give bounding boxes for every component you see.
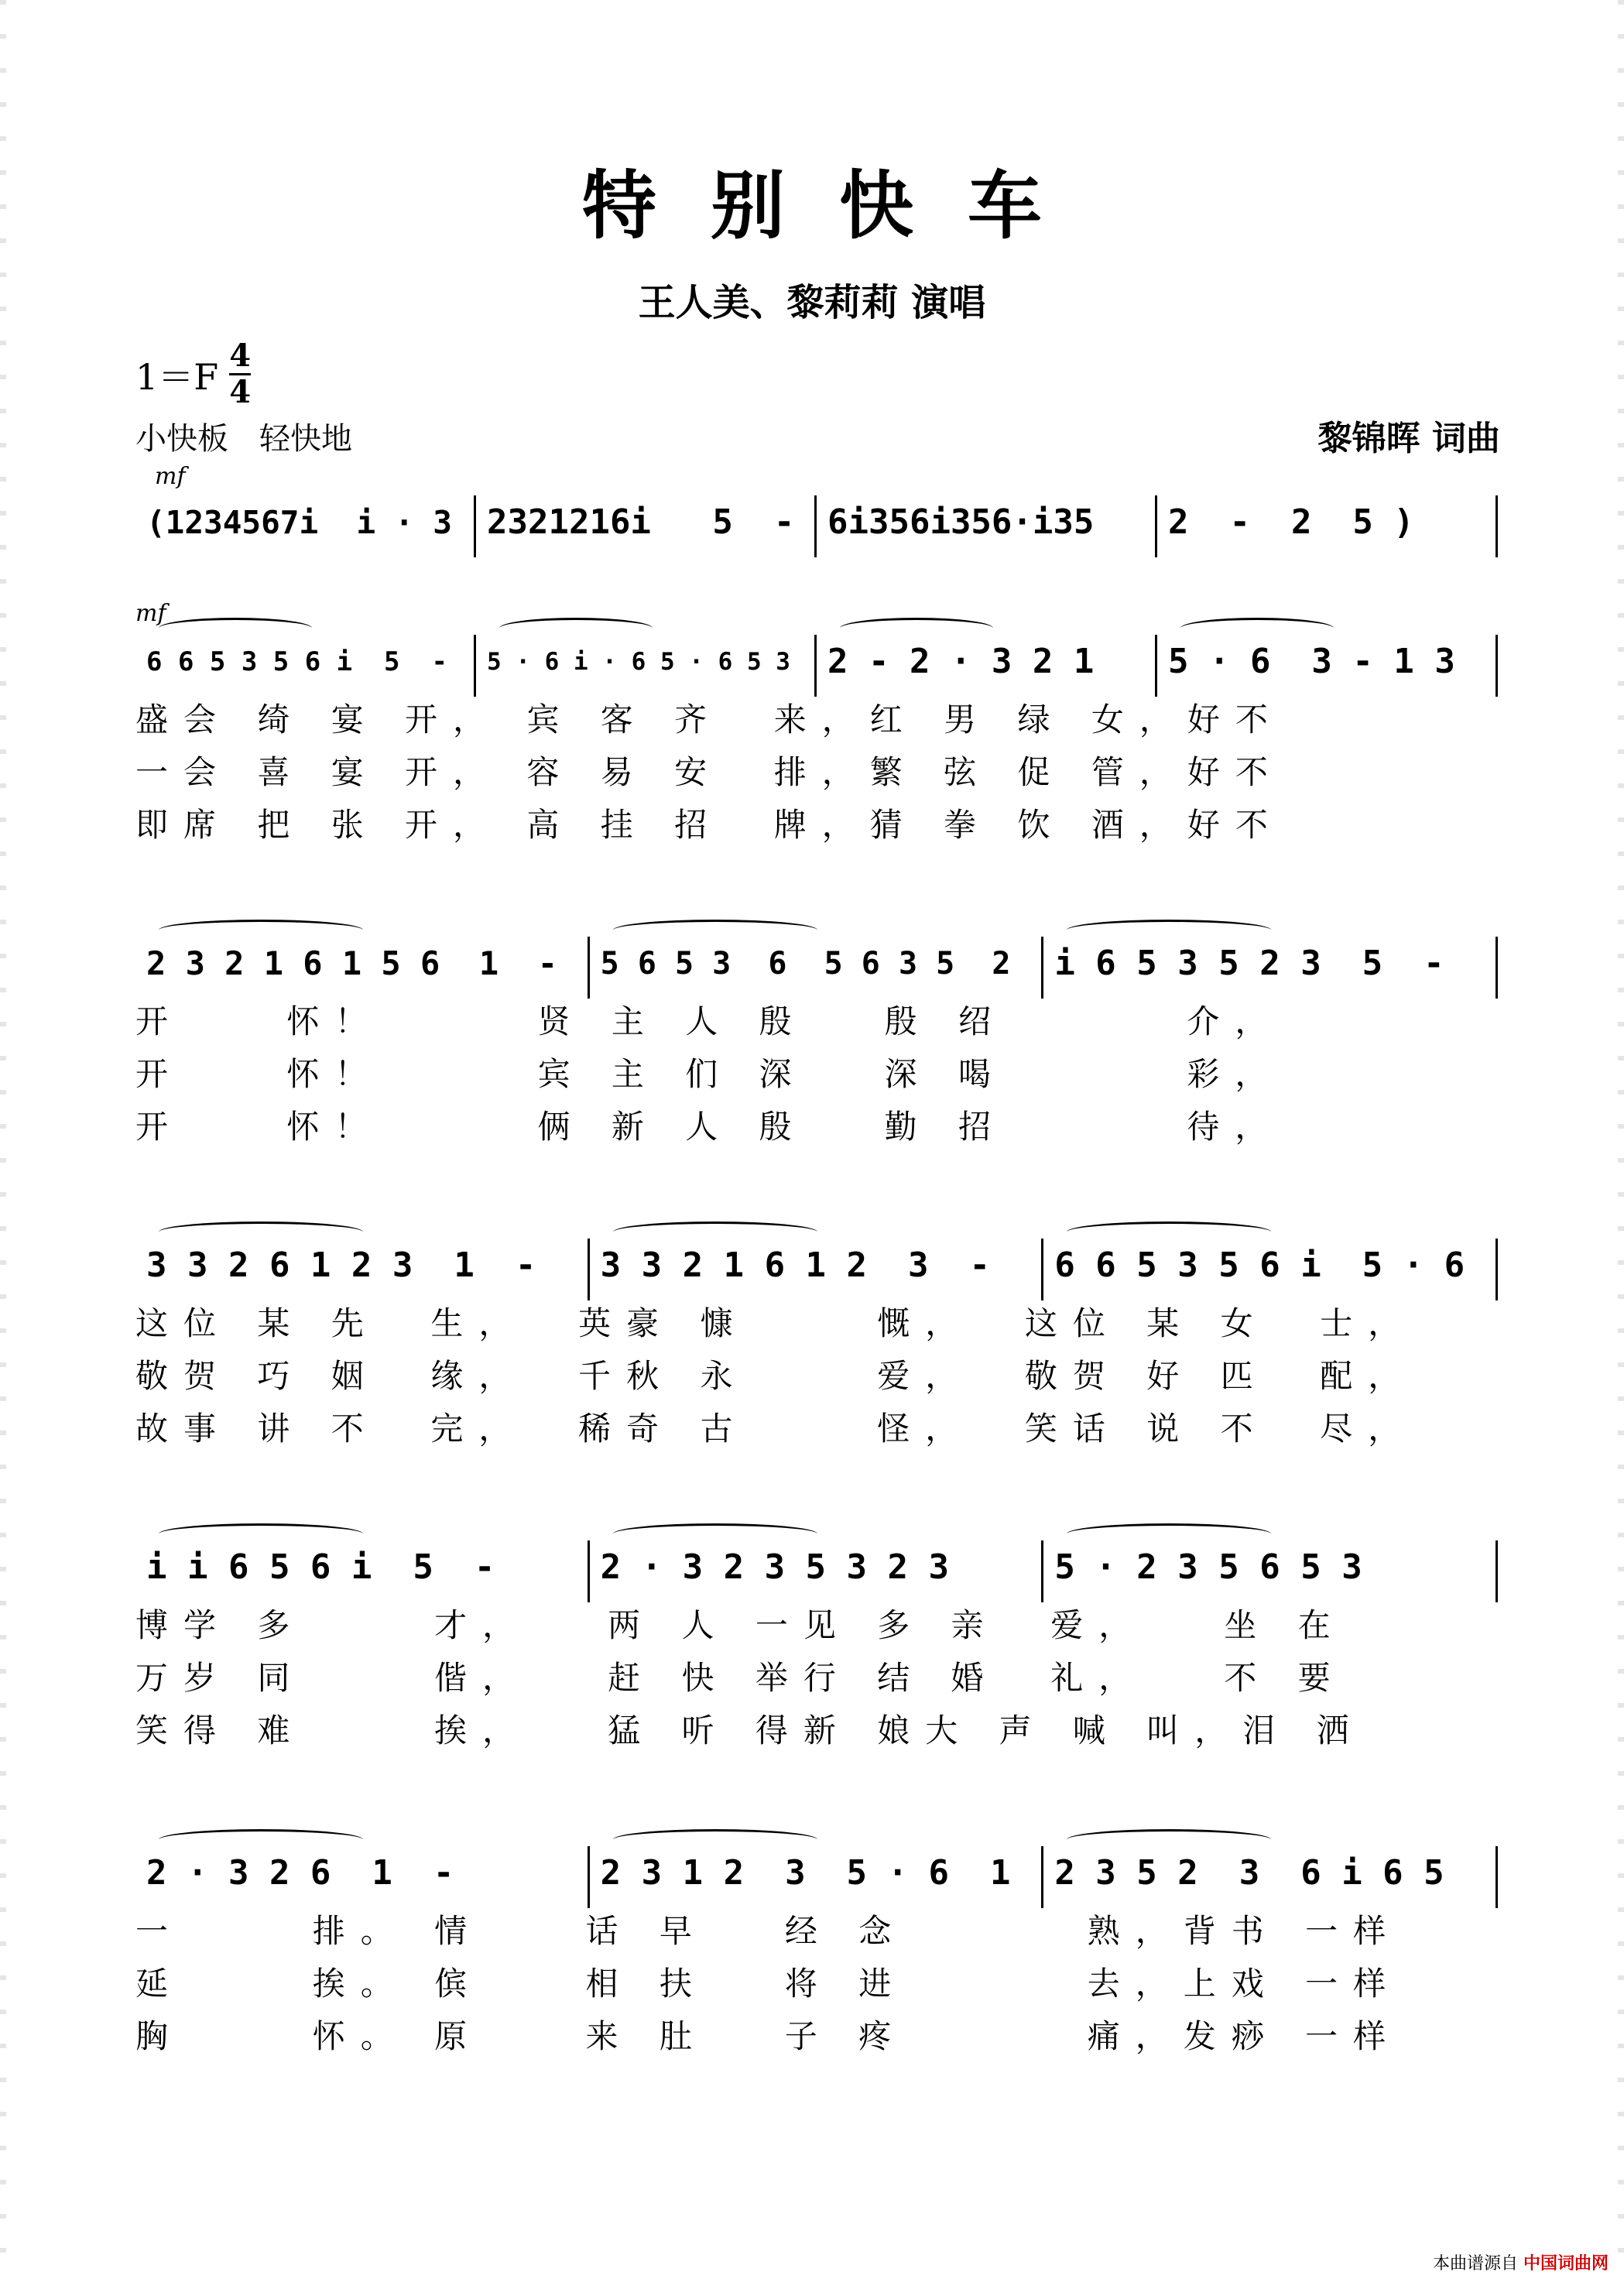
slur-mark xyxy=(499,618,653,639)
bar-line xyxy=(1496,937,1498,999)
measure: 2321216i 5 - xyxy=(487,502,795,542)
measure: i i 6 5 6 i 5 - xyxy=(146,1547,495,1587)
bar-line xyxy=(474,495,476,557)
slur-mark xyxy=(1067,1222,1271,1242)
bar-line xyxy=(814,635,817,697)
notes-line xyxy=(135,1540,1498,1595)
bar-line xyxy=(1496,495,1498,557)
left-edge-watermark xyxy=(0,0,6,2282)
measure: 2 · 3 2 3 5 3 2 3 xyxy=(600,1547,949,1587)
bar-line xyxy=(1496,1846,1498,1908)
score-system xyxy=(135,1846,1498,2063)
lyric-line: 故事 讲 不 完， 稀奇 古 怪， 笑话 说 不 尽， xyxy=(135,1410,1417,1448)
bar-line xyxy=(1041,937,1043,999)
measure: 6 6 5 3 5 6 i 5 · 6 xyxy=(1054,1246,1465,1285)
notes-line xyxy=(135,1846,1498,1900)
footer-left: 本曲谱源自 xyxy=(1432,2254,1518,2273)
slur-mark xyxy=(1067,1829,1271,1850)
measure: 2 - 2 5 ) xyxy=(1168,502,1414,542)
lyric-line: 敬贺 巧 姻 缘， 千秋 永 爱， 敬贺 好 匹 配， xyxy=(135,1357,1417,1395)
bar-line xyxy=(1041,1540,1043,1602)
lyric-line: 即席 把 张 开， 高 挂 招 牌，猜 拳 饮 酒，好不 xyxy=(135,806,1283,844)
time-sig-bottom: 4 xyxy=(229,374,252,410)
bar-line xyxy=(1155,495,1157,557)
score-system xyxy=(135,635,1498,851)
dynamic-mf-1: mf xyxy=(155,463,186,490)
slur-mark xyxy=(613,1523,817,1544)
measure: 6i356i356·i35 xyxy=(827,502,1095,542)
bar-line xyxy=(588,1846,590,1908)
score-system xyxy=(135,1239,1498,1455)
measure: 5 · 2 3 5 6 5 3 xyxy=(1054,1547,1362,1587)
measure: (1234567i i · 3 xyxy=(146,504,452,541)
lyric-line: 一会 喜 宴 开， 容 易 安 排，繁 弦 促 管，好不 xyxy=(135,753,1283,791)
tempo-marking: 小快板 轻快地 xyxy=(135,421,352,457)
measure: 5 6 5 3 6 5 6 3 5 2 xyxy=(600,946,1011,982)
measure: 2 3 1 2 3 5 · 6 1 xyxy=(600,1853,1011,1893)
notes-line xyxy=(135,937,1498,991)
lyric-line: 盛会 绮 宴 开， 宾 客 齐 来，红 男 绿 女，好不 xyxy=(135,701,1283,738)
bar-line xyxy=(1496,1540,1498,1602)
bar-line xyxy=(1496,1239,1498,1300)
slur-mark xyxy=(840,618,993,639)
measure: i 6 5 3 5 2 3 5 - xyxy=(1054,944,1444,983)
composer-credit: 黎锦晖 词曲 xyxy=(1317,419,1500,458)
measure: 2 - 2 · 3 2 1 xyxy=(827,642,1095,681)
time-signature xyxy=(229,338,252,410)
lyric-line: 博学 多 才， 两 人 一见 多 亲 爱， 坐 在 xyxy=(135,1606,1346,1644)
time-sig-top: 4 xyxy=(229,338,252,374)
score-system xyxy=(135,1540,1498,1757)
slur-mark xyxy=(159,618,312,639)
measure: 2 3 2 1 6 1 5 6 1 - xyxy=(146,944,558,982)
score-system xyxy=(135,495,1498,550)
lyric-line: 笑得 难 挨， 猛 听 得新 娘大 声 喊 叫，泪 洒 xyxy=(135,1712,1365,1749)
notes-line xyxy=(135,1239,1498,1293)
slur-mark xyxy=(159,920,363,941)
bar-line xyxy=(474,635,476,697)
measure: 5 · 6 i · 6 5 · 6 5 3 xyxy=(487,648,790,676)
footer-right: 中国词曲网 xyxy=(1523,2254,1609,2273)
slur-mark xyxy=(613,1829,817,1850)
slur-mark xyxy=(1067,920,1271,941)
measure: 2 · 3 2 6 1 - xyxy=(146,1853,454,1893)
lyric-line: 一 排。 情 话 早 经 念 熟，背书 一样 xyxy=(135,1912,1402,1950)
bar-line xyxy=(814,495,817,557)
score-system xyxy=(135,937,1498,1153)
bar-line xyxy=(588,1239,590,1300)
measure: 5 · 6 3 - 1 3 xyxy=(1168,642,1455,681)
slur-mark xyxy=(613,1222,817,1242)
bar-line xyxy=(1041,1846,1043,1908)
subtitle: 王人美、黎莉莉 演唱 xyxy=(638,281,986,324)
footer-source xyxy=(1433,2250,1609,2274)
page-title: 特别快车 xyxy=(582,162,1096,249)
measure: 3 3 2 6 1 2 3 1 - xyxy=(146,1246,536,1285)
slur-mark xyxy=(1180,618,1334,639)
lyric-line: 这位 某 先 生， 英豪 慷 慨， 这位 某 女 士， xyxy=(135,1304,1417,1342)
bar-line xyxy=(588,1540,590,1602)
slur-mark xyxy=(159,1523,363,1544)
measure: 6 6 5 3 5 6 i 5 - xyxy=(146,646,447,677)
slur-mark xyxy=(613,920,817,941)
lyric-line: 开 怀！ 俩 新 人 殷 勤 招 待， xyxy=(135,1108,1283,1146)
measure: 2 3 5 2 3 6 i 6 5 xyxy=(1054,1853,1444,1893)
bar-line xyxy=(1496,635,1498,697)
key-text: 1＝F xyxy=(135,355,219,398)
slur-mark xyxy=(1067,1523,1271,1544)
lyric-line: 延 挨。 傧 相 扶 将 进 去，上戏 一样 xyxy=(135,1965,1402,2003)
lyric-line: 开 怀！ 宾 主 们 深 深 喝 彩， xyxy=(135,1055,1283,1093)
bar-line xyxy=(1155,635,1157,697)
bar-line xyxy=(588,937,590,999)
bar-line xyxy=(1041,1239,1043,1300)
notes-line xyxy=(135,495,1498,550)
notes-line xyxy=(135,635,1498,689)
lyric-line: 胸 怀。 原 来 肚 子 疼 痛，发痧 一样 xyxy=(135,2017,1402,2055)
slur-mark xyxy=(159,1829,363,1850)
lyric-line: 开 怀！ 贤 主 人 殷 殷 绍 介， xyxy=(135,1002,1283,1040)
slur-mark xyxy=(159,1222,363,1242)
measure: 3 3 2 1 6 1 2 3 - xyxy=(600,1246,990,1285)
dynamic-mf-2: mf xyxy=(135,600,166,627)
key-signature xyxy=(135,338,252,410)
lyric-line: 万岁 同 偕， 赶 快 举行 结 婚 礼， 不 要 xyxy=(135,1659,1346,1697)
right-edge-watermark xyxy=(1618,0,1624,2282)
